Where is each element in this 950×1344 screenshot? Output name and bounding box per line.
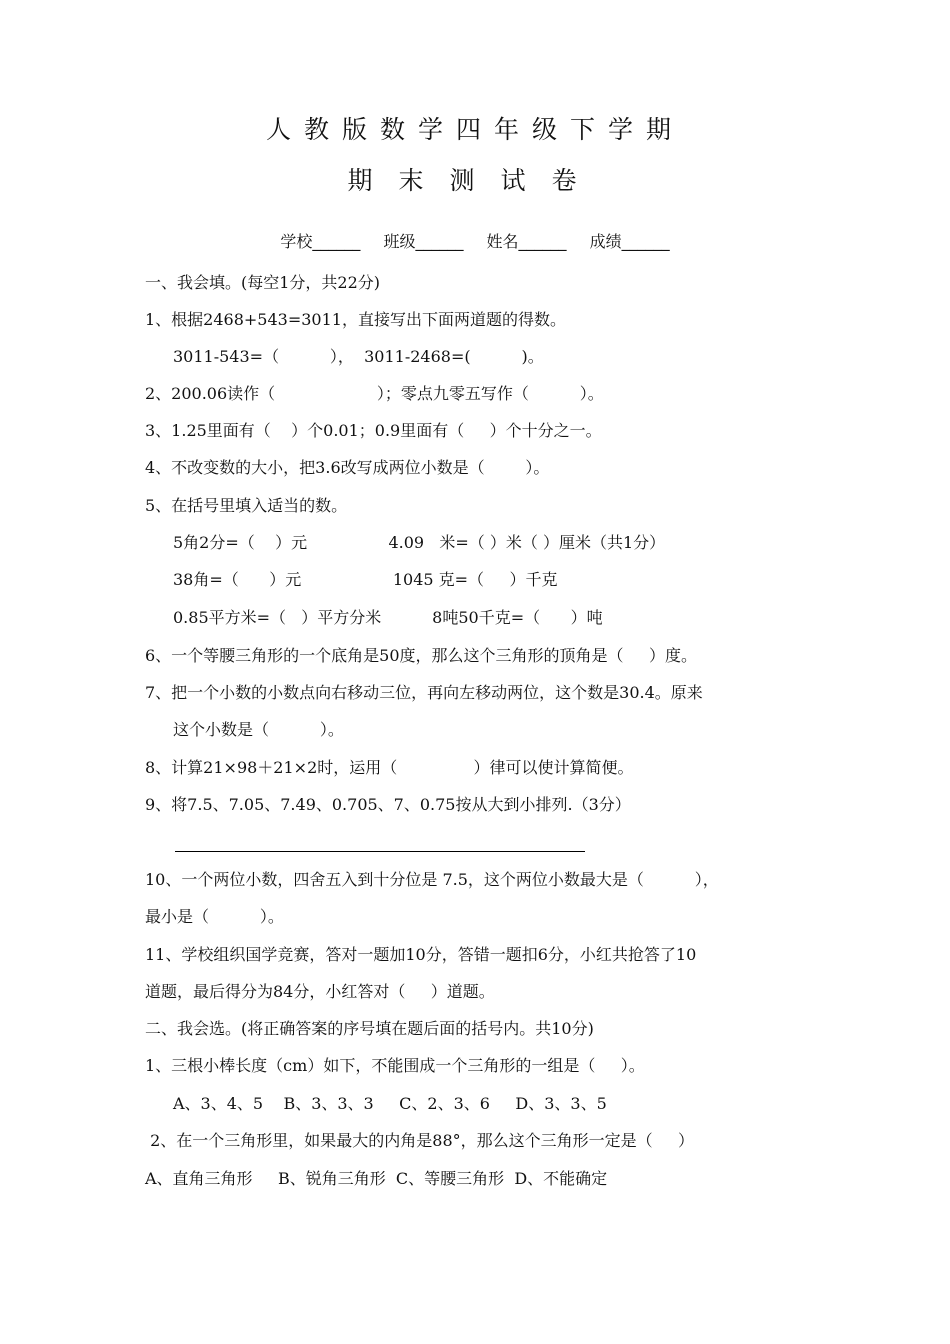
question-line: 3011-543=（ ）， 3011-2468=( )。 (173, 347, 544, 366)
answer-line (175, 851, 585, 852)
section-2-heading: 二、我会选。(将正确答案的序号填在题后面的括号内。共10分) (145, 1019, 594, 1038)
question-line: 9、将7.5、7.05、7.49、0.705、7、0.75按从大到小排列.（3分） (145, 795, 631, 814)
question-line: 道题，最后得分为84分，小红答对（ ）道题。 (145, 982, 495, 1001)
name-field: 姓名______ (486, 232, 567, 251)
question-line: 2、在一个三角形里，如果最大的内角是88°，那么这个三角形一定是（ ） (145, 1131, 695, 1150)
question-line: 4、不改变数的大小，把3.6改写成两位小数是（ ）。 (145, 458, 550, 477)
question-line: 7、把一个小数的小数点向右移动三位，再向左移动两位，这个数是30.4。原来 (145, 683, 703, 702)
question-line: 2、200.06读作（ ）；零点九零五写作（ ）。 (145, 384, 604, 403)
exam-title: 人教版数学四年级下学期 (265, 115, 684, 144)
question-line: 1、根据2468+543=3011，直接写出下面两道题的得数。 (145, 310, 566, 329)
class-field: 班级______ (383, 232, 464, 251)
choice-options: A、直角三角形 B、锐角三角形 C、等腰三角形 D、不能确定 (145, 1169, 608, 1188)
section-1-heading: 一、我会填。(每空1分，共22分) (145, 273, 381, 292)
question-line: 0.85平方米=（ ）平方分米 8吨50千克=（ ）吨 (173, 608, 603, 627)
question-line: 这个小数是（ ）。 (173, 720, 344, 739)
exam-subtitle: 期末测试卷 (347, 166, 603, 195)
question-line: 5角2分=（ ）元 4.09 米=（ ）米（ ）厘米（共1分） (173, 533, 666, 552)
question-line: 6、一个等腰三角形的一个底角是50度，那么这个三角形的顶角是（ ）度。 (145, 646, 697, 665)
school-field: 学校______ (280, 232, 361, 251)
question-line: 最小是（ ）。 (145, 907, 284, 926)
question-line: 3、1.25里面有（ ）个0.01；0.9里面有（ ）个十分之一。 (145, 421, 602, 440)
question-line: 8、计算21×98＋21×2时，运用（ ）律可以使计算简便。 (145, 758, 634, 777)
question-line: 11、学校组织国学竞赛，答对一题加10分，答错一题扣6分，小红共抢答了10 (145, 945, 697, 964)
question-line: 1、三根小棒长度（cm）如下，不能围成一个三角形的一组是（ ）。 (145, 1056, 645, 1075)
score-field: 成绩______ (589, 232, 670, 251)
student-info-row (0, 229, 950, 252)
question-line: 10、一个两位小数，四舍五入到十分位是 7.5，这个两位小数最大是（ ）， (145, 870, 719, 889)
question-line: 38角=（ ）元 1045 克=（ ）千克 (173, 570, 558, 589)
question-line: 5、在括号里填入适当的数。 (145, 496, 348, 515)
choice-options: A、3、4、5 B、3、3、3 C、2、3、6 D、3、3、5 (173, 1094, 607, 1113)
